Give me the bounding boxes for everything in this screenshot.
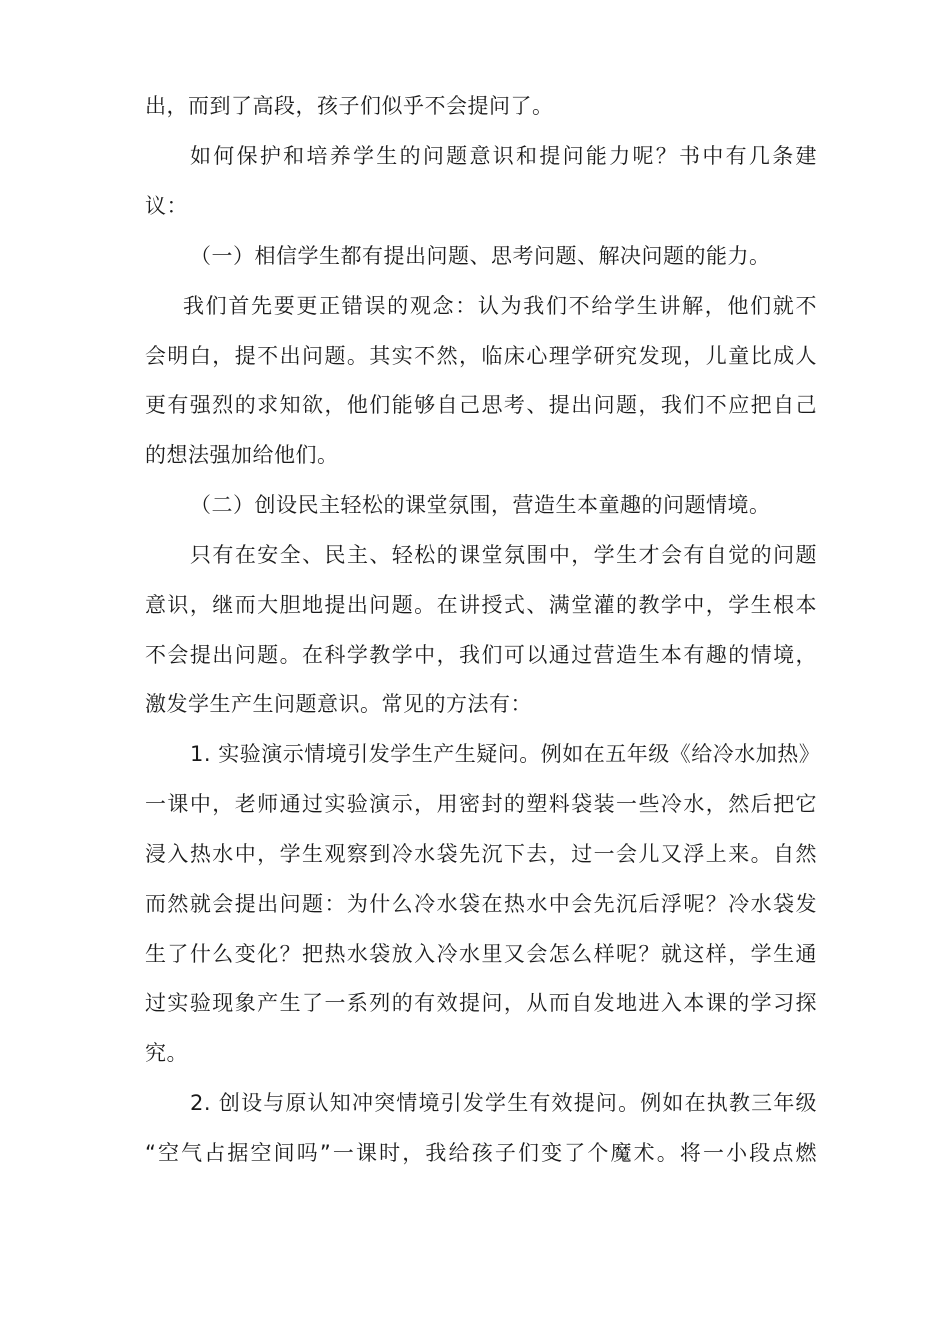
text-line: 更有强烈的求知欲，他们能够自己思考、提出问题，我们不应把自己 xyxy=(145,393,817,417)
text-line: 激发学生产生问题意识。常见的方法有： xyxy=(145,692,532,716)
text-line: 议： xyxy=(145,194,188,218)
text-line: 2. 创设与原认知冲突情境引发学生有效提问。例如在执教三年级 xyxy=(190,1091,817,1115)
text-line: “空气占据空间吗”一课时，我给孩子们变了个魔术。将一小段点燃 xyxy=(145,1141,817,1165)
text-line: 而然就会提出问题：为什么冷水袋在热水中会先沉后浮呢？冷水袋发 xyxy=(145,892,817,916)
text-line: 究。 xyxy=(145,1041,188,1065)
text-line: 生了什么变化？把热水袋放入冷水里又会怎么样呢？就这样，学生通 xyxy=(145,942,817,966)
text-line: 意识，继而大胆地提出问题。在讲授式、满堂灌的教学中，学生根本 xyxy=(145,593,817,617)
text-line: 我们首先要更正错误的观念：认为我们不给学生讲解，他们就不 xyxy=(183,294,817,318)
text-line: 一课中，老师通过实验演示，用密封的塑料袋装一些冷水，然后把它 xyxy=(145,792,817,816)
text-line: （一）相信学生都有提出问题、思考问题、解决问题的能力。 xyxy=(190,244,771,268)
text-line: 出，而到了高段，孩子们似乎不会提问了。 xyxy=(145,94,554,118)
text-line: 如何保护和培养学生的问题意识和提问能力呢？书中有几条建 xyxy=(190,144,817,168)
text-line: 不会提出问题。在科学教学中，我们可以通过营造生本有趣的情境， xyxy=(145,643,817,667)
text-line: 浸入热水中，学生观察到冷水袋先沉下去，过一会儿又浮上来。自然 xyxy=(145,842,817,866)
text-line: 的想法强加给他们。 xyxy=(145,443,339,467)
text-line: 会明白，提不出问题。其实不然，临床心理学研究发现，儿童比成人 xyxy=(145,344,817,368)
text-line: 过实验现象产生了一系列的有效提问，从而自发地进入本课的学习探 xyxy=(145,991,817,1015)
text-line: （二）创设民主轻松的课堂氛围，营造生本童趣的问题情境。 xyxy=(190,493,771,517)
text-line: 只有在安全、民主、轻松的课堂氛围中，学生才会有自觉的问题 xyxy=(190,543,817,567)
text-line: 1. 实验演示情境引发学生产生疑问。例如在五年级《给冷水加热》 xyxy=(190,742,821,766)
